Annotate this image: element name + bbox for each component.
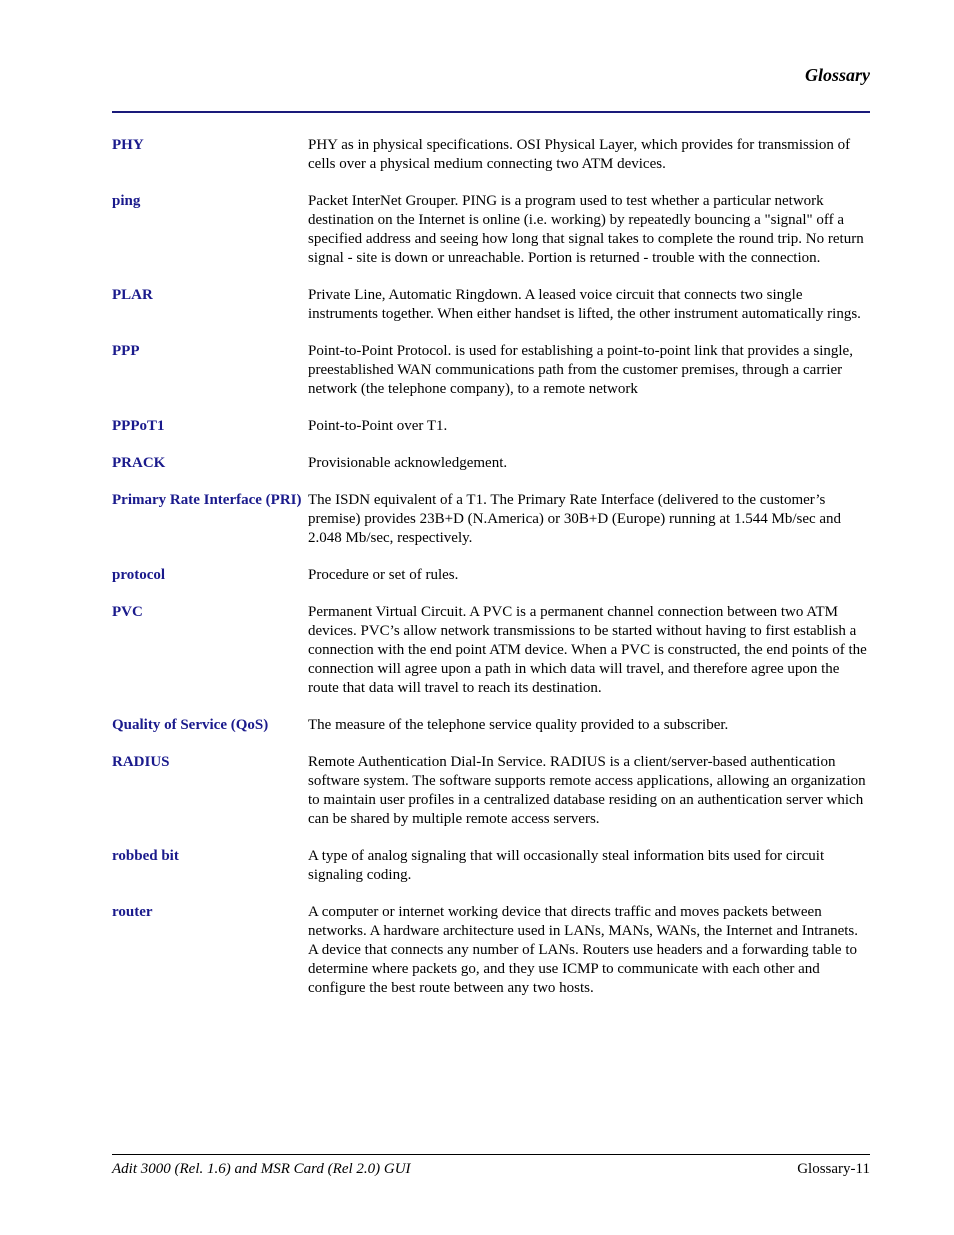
glossary-entry: [112, 286, 870, 324]
footer-page-number: Glossary-11: [797, 1161, 870, 1177]
glossary-definition: The ISDN equivalent of a T1. The Primary Rate Interface (delivered to the customer’s premise) provides 23B+D (N.America) or 30B+D (Europe) running at 1.544 Mb/sec and 2.048 Mb/sec, respectively.: [308, 492, 842, 546]
glossary-term: PHY: [112, 137, 144, 153]
glossary-term: PPPoT1: [112, 418, 165, 434]
page-header-title: Glossary: [804, 65, 870, 85]
glossary-entry: [112, 136, 870, 174]
glossary-entry: [112, 454, 870, 473]
glossary-definition: The measure of the telephone service quality provided to a subscriber.: [308, 717, 729, 733]
glossary-entry: [112, 342, 870, 399]
glossary-term: PRACK: [112, 455, 166, 471]
glossary-definition: Point-to-Point over T1.: [308, 418, 448, 434]
glossary-term: RADIUS: [112, 754, 170, 770]
glossary-definition: Remote Authentication Dial-In Service. RADIUS is a client/server-based authentication software system. The software supports remote access applications, allowing an organization to maintain user profiles in a centralized database residing on an authentication server which can be shared by multiple remote access servers.: [308, 754, 866, 827]
glossary-term: Primary Rate Interface (PRI): [112, 492, 302, 508]
glossary-entry: [112, 566, 870, 585]
glossary-entry: [112, 417, 870, 436]
glossary-entry: [112, 192, 870, 268]
glossary-definition: A type of analog signaling that will occasionally steal information bits used for circuit signaling coding.: [308, 848, 825, 883]
glossary-entry: [112, 847, 870, 885]
glossary-definition: Procedure or set of rules.: [308, 567, 459, 583]
glossary-entry: [112, 753, 870, 829]
glossary-list: [112, 136, 870, 1016]
glossary-definition: Provisionable acknowledgement.: [308, 455, 508, 471]
glossary-definition: PHY as in physical specifications. OSI Physical Layer, which provides for transmission of cells over a physical medium connecting two ATM devices.: [308, 137, 851, 172]
glossary-term: PVC: [112, 604, 143, 620]
glossary-entry: [112, 903, 870, 998]
glossary-term: PPP: [112, 343, 140, 359]
glossary-definition: A computer or internet working device that directs traffic and moves packets between networks. A hardware architecture used in LANs, MANs, WANs, the Internet and Intranets. A device that connects any number of LANs. Routers use headers and a forwarding table to determine where packets go, and they use ICMP to communicate with each other and configure the best route between any two hosts.: [308, 904, 858, 996]
glossary-definition: Private Line, Automatic Ringdown. A leased voice circuit that connects two single instruments together. When either handset is lifted, the other instrument automatically rings.: [308, 287, 861, 322]
glossary-term: robbed bit: [112, 848, 179, 864]
glossary-definition: Point-to-Point Protocol. is used for establishing a point-to-point link that provides a single, preestablished WAN communications path from the customer premises, through a carrier network (the telephone company), to a remote network: [308, 343, 853, 397]
footer-document-title: Adit 3000 (Rel. 1.6) and MSR Card (Rel 2.0) GUI: [112, 1161, 411, 1177]
glossary-definition: Packet InterNet Grouper. PING is a program used to test whether a particular network destination on the Internet is online (i.e. working) by repeatedly bouncing a "signal" off a specified address and seeing how long that signal takes to complete the round trip. No return signal - site is down or unreachable. Portion is returned - trouble with the connection.: [308, 193, 864, 266]
glossary-entry: [112, 716, 870, 735]
glossary-term: protocol: [112, 567, 166, 583]
glossary-term: Quality of Service (QoS): [112, 717, 269, 733]
glossary-definition: Permanent Virtual Circuit. A PVC is a permanent channel connection between two ATM devices. PVC’s allow network transmissions to be started without having to first establish a connection with the end point ATM device. When a PVC is constructed, the end points of the connection will agree upon a path in which data will travel, and therefore agree upon the route that data will travel to reach its destination.: [308, 604, 867, 696]
footer-divider: [112, 1154, 870, 1155]
glossary-term: PLAR: [112, 287, 153, 303]
header-divider: [112, 111, 870, 113]
glossary-entry: [112, 491, 870, 548]
glossary-entry: [112, 603, 870, 698]
glossary-term: router: [112, 904, 153, 920]
glossary-term: ping: [112, 193, 141, 209]
